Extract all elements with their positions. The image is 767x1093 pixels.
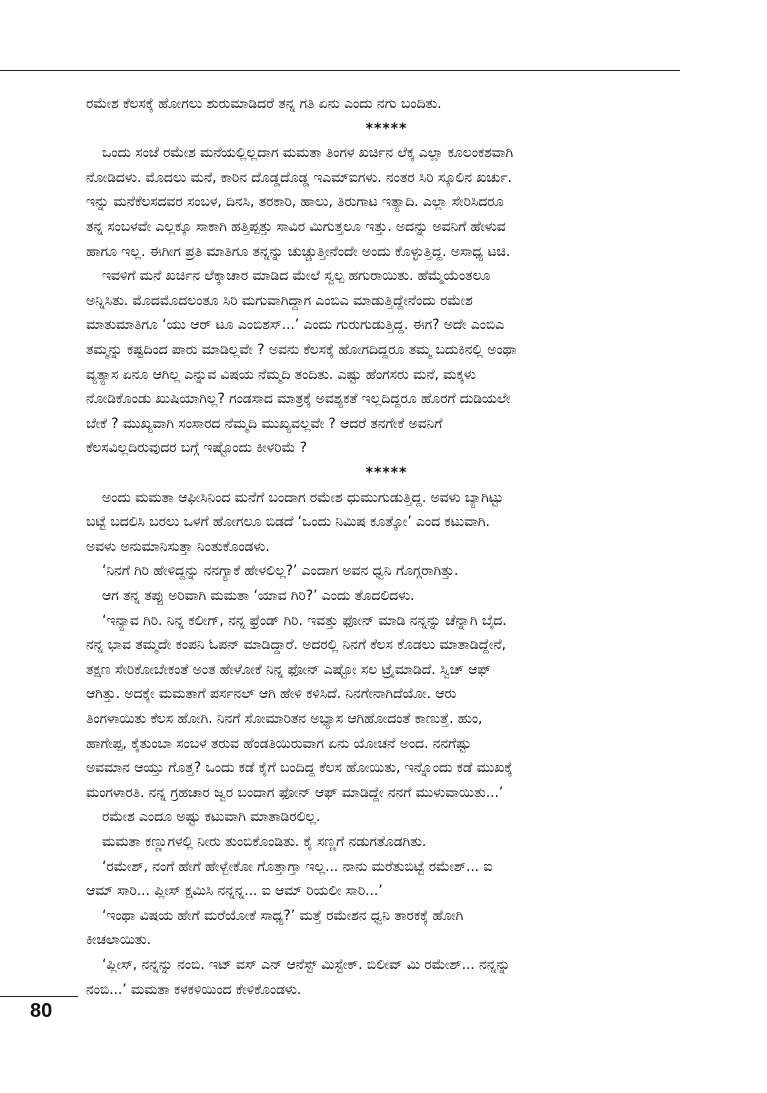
section-divider: ***** <box>365 465 407 481</box>
text-line: ನೋಡಿದಳು. ಮೊದಲು ಮನೆ, ಕಾರಿನ ದೊಡ್ಡದೊಡ್ಡ ಇಎಮ್‌ಐಗಳು. ನಂತರ ಸಿರಿ ಸ್ಕೂಲಿನ ಖರ್ಚು. <box>86 169 512 186</box>
text-line: ಹಾಗೂ ಇಲ್ಲ. ಈಗೀಗ ಪ್ರತಿ ಮಾತಿಗೂ ತನ್ನನ್ನು ಚುಚ್ಚುತ್ತೀನೆಂದೇ ಅಂದು ಕೊಳ್ಳುತ್ತಿದ್ದ. ಅಸಾಧ್ಯ ಟಚಿ. <box>86 243 511 260</box>
text-line: ಆಮ್ ಸಾರಿ... ಪ್ಲೀಸ್ ಕ್ಷಮಿಸಿ ನನ್ನನ್ನ... ಐ ಆಮ್ ರಿಯಲೀ ಸಾರಿ...’ <box>86 883 383 900</box>
text-line: ‘ರಮೇಶ್, ನಂಗೆ ಹೇಗೆ ಹೇಳ್ಬೇಕೋ ಗೊತ್ತಾಗ್ತಾ ಇಲ್ಲ... ನಾನು ಮರೆತುಬಿಟ್ಟೆ ರಮೇಶ್... ಐ <box>102 858 493 875</box>
text-line: ತಿಂಗಳಾಯಿತು ಕೆಲಸ ಹೋಗಿ. ನಿನಗೆ ಸೋಮಾರಿತನ ಅಭ್ಯಾಸ ಆಗಿಹೋದಂತೆ ಕಾಣುತ್ತೆ. ಹುಂ, <box>86 711 483 727</box>
text-line: ರಮೇಶ ಎಂದೂ ಅಷ್ಟು ಕಟುವಾಗಿ ಮಾತಾಡಿರಲಿಲ್ಲ. <box>102 809 321 826</box>
text-line: ಕೀಚಲಾಯಿತು. <box>86 932 151 949</box>
text-line: ಇನ್ನು ಮನೆಕೆಲಸದವರ ಸಂಬಳ, ದಿನಸಿ, ತರಕಾರಿ, ಹಾಲು, ತಿರುಗಾಟ ಇತ್ಯಾದಿ. ಎಲ್ಲಾ ಸೇರಿಸಿದರೂ <box>86 194 504 211</box>
text-line: ತನ್ನ ಸಂಬಳವೇ ಎಲ್ಲಕ್ಕೂ ಸಾಕಾಗಿ ಹತ್ತಿಪ್ಪತ್ತು ಸಾವಿರ ಮಿಗುತ್ತಲೂ ಇತ್ತು. ಅದನ್ನು ಅವನಿಗೆ ಹೇಳುವ <box>86 219 506 235</box>
text-line: ಅವಳು ಅನುಮಾನಿಸುತ್ತಾ ನಿಂತುಕೊಂಡಳು. <box>86 538 270 555</box>
text-line: ರಮೇಶ ಕೆಲಸಕ್ಕೆ ಹೋಗಲು ಶುರುಮಾಡಿದರೆ ತನ್ನ ಗತಿ ಏನು ಎಂದು ನಗು ಬಂದಿತು. <box>86 96 442 112</box>
text-line: ಮಾತುಮಾತಿಗೂ ‘ಯು ಆರ್ ಟೂ ಎಂಬಿಶಸ್...’ ಎಂದು ಗುರುಗುಡುತ್ತಿದ್ದ. ಈಗ? ಅದೇ ಎಂಬಿಎ <box>86 317 505 334</box>
text-line: ವ್ಯತ್ಯಾಸ ಏನೂ ಆಗಿಲ್ಲ ಎನ್ನುವ ವಿಷಯ ನೆಮ್ಮದಿ ತಂದಿತು. ಎಷ್ಟು ಹೆಂಗಸರು ಮನೆ, ಮಕ್ಕಳು <box>86 366 476 383</box>
text-line: ತಮ್ಮನ್ನು ಕಷ್ಟದಿಂದ ಪಾರು ಮಾಡಿಲ್ಲವೇ ? ಅವನು ಕೆಲಸಕ್ಕೆ ಹೋಗದಿದ್ದರೂ ತಮ್ಮ ಬದುಕಿನಲ್ಲಿ ಅಂಥಾ <box>86 342 517 358</box>
text-line: ಅಂದು ಮಮತಾ ಆಫೀಸಿನಿಂದ ಮನೆಗೆ ಬಂದಾಗ ರಮೇಶ ಧುಮುಗುಡುತ್ತಿದ್ದ. ಅವಳು ಬ್ಯಾಗಿಟ್ಟು <box>102 489 504 506</box>
text-line: ಬೇಕೆ ? ಮುಖ್ಯವಾಗಿ ಸಂಸಾರದ ನೆಮ್ಮದಿ ಮುಖ್ಯವಲ್ಲವೇ ? ಆದರೆ ತನಗೇಕೆ ಅವನಿಗೆ <box>86 415 443 432</box>
text-line: ಅನ್ನಿಸಿತು. ಮೊದಮೊದಲಂತೂ ಸಿರಿ ಮಗುವಾಗಿದ್ದಾಗ ಎಂಬಿಎ ಮಾಡುತ್ತಿದ್ದೇನೆಂದು ರಮೇಶ <box>86 292 473 309</box>
text-line: ‘ನಿನಗೆ ಗಿರಿ ಹೇಳಿದ್ದನ್ನು ನನಗ್ಯಾಕೆ ಹೇಳಲಿಲ್ಲ?’ ಎಂದಾಗ ಅವನ ಧ್ವನಿ ಗೊಗ್ಗರಾಗಿತ್ತು. <box>102 563 459 580</box>
text-line: ‘ಇನ್ಯಾವ ಗಿರಿ. ನಿನ್ನ ಕಲೀಗ್, ನನ್ನ ಫ್ರೆಂಡ್ ಗಿರಿ. ಇವತ್ತು ಫೋನ್ ಮಾಡಿ ನನ್ನನ್ನು ಚೆನ್ನಾಗಿ ಬೈದ. <box>102 612 507 629</box>
text-line: ತಕ್ಷಣ ಸೇರಿಕೋಬೇಕಂತೆ ಅಂತ ಹೇಳೋಕೆ ನಿನ್ನ ಫೋನ್ ಎಷ್ಟೋ ಸಲ ಟ್ರೈಮಾಡಿದೆ. ಸ್ವಿಚ್ ಆಫ್ <box>86 661 491 678</box>
text-line: ‘ಪ್ಲೀಸ್, ನನ್ನನ್ನು ನಂಬಿ. ಇಟ್ ವಸ್ ಎನ್ ಆನೆಸ್ಟ್ ಮಿಸ್ಟೇಕ್. ಬಿಲೀವ್ ಮಿ ರಮೇಶ್... ನನ್ನನ್ನು <box>102 957 511 973</box>
text-line: ಒಂದು ಸಂಜೆ ರಮೇಶ ಮನೆಯಲ್ಲಿಲ್ಲದಾಗ ಮಮತಾ ತಿಂಗಳ ಖರ್ಚಿನ ಲೆಕ್ಕ ಎಲ್ಲಾ ಕೂಲಂಕಶವಾಗಿ <box>102 145 514 162</box>
text-line: ಆಗಿತ್ತು. ಅದಕ್ಕೇ ಮಮತಾಗೆ ಪರ್ಸನಲ್ ಆಗಿ ಹೇಳಿ ಕಳಿಸಿದೆ. ನಿನಗೇನಾಗಿದೆಯೋ. ಆರು <box>86 686 457 703</box>
text-line: ‘ಇಂಥಾ ವಿಷಯ ಹೇಗೆ ಮರೆಯೋಕೆ ಸಾಧ್ಯ?’ ಮತ್ತೆ ರಮೇಶನ ಧ್ವನಿ ತಾರಕಕ್ಕೆ ಹೋಗಿ <box>102 907 464 924</box>
text-line: ಇವಳಿಗೆ ಮನೆ ಖರ್ಚಿನ ಲೆಕ್ಕಾಚಾರ ಮಾಡಿದ ಮೇಲೆ ಸ್ವಲ್ಪ ಹಗುರಾಯಿತು. ಹೆಮ್ಮೆಯೆಂತಲೂ <box>102 268 491 285</box>
text-line: ಮಂಗಳಾರತಿ. ನನ್ನ ಗ್ರಹಚಾರ ಜ್ವರ ಬಂದಾಗ ಫೋನ್ ಆಫ್ ಮಾಡಿದ್ದೇ ನನಗೆ ಮುಳುವಾಯಿತು...’ <box>86 784 504 801</box>
text-line: ಹಾಗೇಪ್ಪ, ಕೈತುಂಬಾ ಸಂಬಳ ತರುವ ಹೆಂಡತಿಯಿರುವಾಗ ಏನು ಯೋಚನೆ ಅಂದ. ನನಗೆಷ್ಟು <box>86 735 471 752</box>
text-line: ಅವಮಾನ ಆಯ್ತು ಗೊತ್ತ? ಒಂದು ಕಡೆ ಕೈಗೆ ಬಂದಿದ್ದ ಕೆಲಸ ಹೋಯಿತು, ಇನ್ನೊಂದು ಕಡೆ ಮುಖಕ್ಕೆ <box>86 760 513 777</box>
text-line: ಆಗ ತನ್ನ ತಪ್ಪು ಅರಿವಾಗಿ ಮಮತಾ ‘ಯಾವ ಗಿರಿ?’ ಎಂದು ತೊದಲಿದಳು. <box>102 588 415 604</box>
page-number: 80 <box>30 1000 53 1022</box>
section-divider: ***** <box>365 120 407 137</box>
header-rule <box>0 70 680 71</box>
text-line: ಮಮತಾ ಕಣ್ಣುಗಳಲ್ಲಿ ನೀರು ತುಂಬಿಕೊಂಡಿತು. ಕೈ ಸಣ್ಣಗೆ ನಡುಗತೊಡಗಿತು. <box>102 834 427 850</box>
footer-rule <box>0 996 78 997</box>
text-line: ನನ್ನ ಭಾವ ತಮ್ಮದೇ ಕಂಪನಿ ಓಪನ್ ಮಾಡಿದ್ದಾರೆ. ಅದರಲ್ಲಿ ನಿನಗೆ ಕೆಲಸ ಕೊಡಲು ಮಾತಾಡಿದ್ದೇನೆ, <box>86 637 506 654</box>
text-line: ನೋಡಿಕೊಂಡು ಖುಷಿಯಾಗಿಲ್ಲ? ಗಂಡಸಾದ ಮಾತ್ರಕ್ಕೆ ಅವಶ್ಯಕತೆ ಇಲ್ಲದಿದ್ದರೂ ಹೊರಗೆ ದುಡಿಯಲೇ <box>86 391 511 408</box>
text-line: ಬಟ್ಟೆ ಬದಲಿಸಿ ಬರಲು ಒಳಗೆ ಹೋಗಲೂ ಬಿಡದೆ ‘ಒಂದು ನಿಮಿಷ ಕೂತ್ಕೋ’ ಎಂದ ಕಟುವಾಗಿ. <box>86 514 490 531</box>
text-line: ಕೆಲಸವಿಲ್ಲದಿರುವುದರ ಬಗ್ಗೆ ಇಷ್ಟೊಂದು ಕೀಳರಿಮೆ ? <box>86 440 307 457</box>
text-line: ನಂಬಿ...’ ಮಮತಾ ಕಳಕಳಿಯಿಂದ ಕೇಳಿಕೊಂಡಳು. <box>86 981 302 998</box>
